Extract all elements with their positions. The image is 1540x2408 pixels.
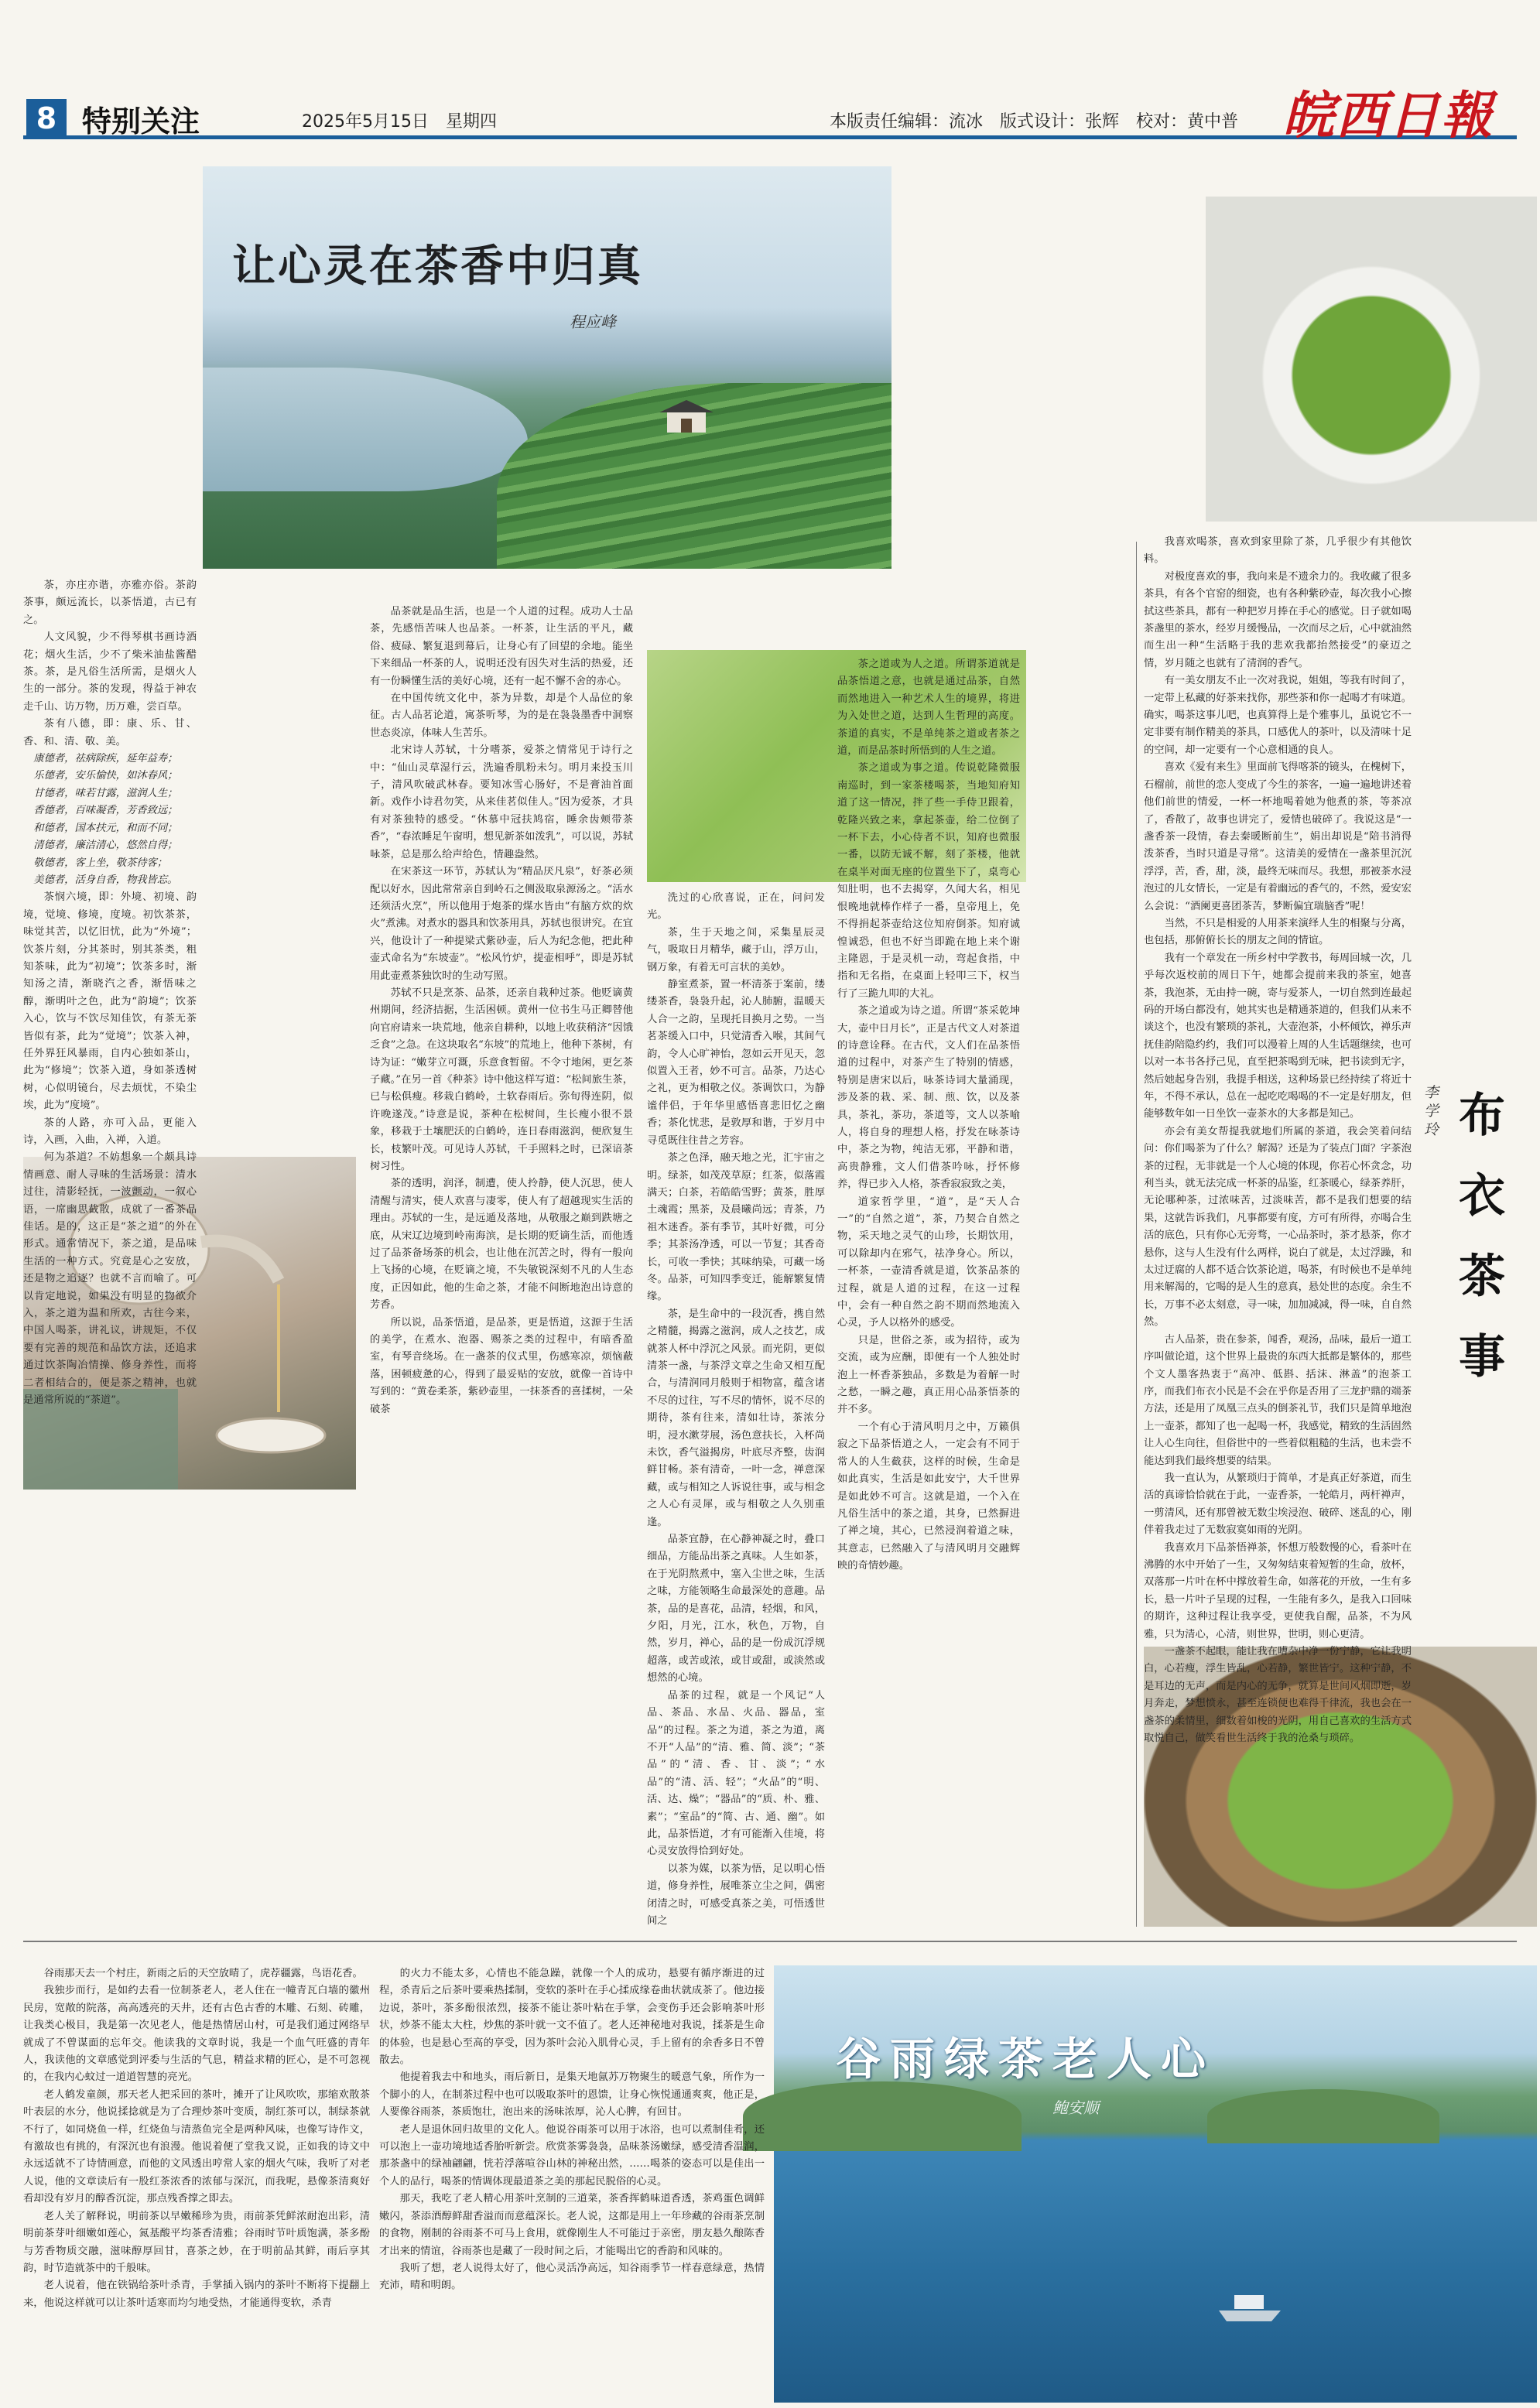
paragraph: 古人品茶，贵在参茶，闻香，观汤，品味，最后一道工序叫做论道，这个世界上最贵的东西大抵都是繁体的，那些个文人墨客热衷于“高冲、低斟、括沫、淋盖”的泡茶工序，而我们布衣小民是不会在乎你是否用了三龙护鼎的端茶方法，还是用了凤凰三点头的倒茶礼节，我们只是简单地泡上一壶茶，都知了也一起喝一杯，我感觉，精致的生活固然让人心生向往，但俗世中的一些着似粗糙的生活，也未尝不能达到我们最终想要的结果。 [1144, 1333, 1412, 1467]
paragraph: 一个有心于清风明月之中，万籁俱寂之下品茶悟道之人，一定会有不同于常人的人生截获，这样的时候，生命是如此真实，生活是如此安宁，大千世界是如此妙不可言。这就是道，一个入在凡俗生活中的茶之道，其身，已然摒进了禅之境，其心，已然浸润着道之味，其意志，已然融入了与清风明月交融辉映的奇情妙趣。 [837, 1421, 1020, 1572]
paragraph: 品茶的过程，就是一个风记“人品、茶品、水品、火品、器品，室品”的过程。茶之为道，茶之为道，离不开“人品”的“清、雅、简、淡”；“茶品”的“清、香、甘、淡”；“水品”的“清、活、轻”；“火品”的“明、活、达、燥”；“器品”的“质、朴、雅、素”；“室品”的“简、古、通、幽”。如此，品茶悟道，才有可能渐入佳境，将心灵安放得恰到好处。 [647, 1689, 825, 1858]
paragraph: 茶的人路，亦可入品，更能入诗，入画，入曲，入禅，入道。 [23, 1117, 197, 1146]
section-divider [23, 1941, 1517, 1942]
paragraph: 那天，我吃了老人精心用茶叶烹制的三道菜，茶香挥鹤味道香透，茶鸡蛋色调鲜嫩闪，茶添酒醇鲜甜香溢而而意蕴深长。老人说，这都是用上一年珍藏的谷雨茶烹制的食物，刚制的谷雨茶不可马上食用，就像刚生人不可能过于亲密，朋友悬久酿陈香才出来的情谊，谷雨茶也是藏了一段时间之后，才能喝出它的香韵和风味的。 [379, 2193, 765, 2257]
article1-column-3 [647, 890, 825, 1927]
article2-headline: 谷雨绿茶老人心 [836, 2033, 1216, 2085]
paragraph: 老人鹤发童颜，那天老人把采回的茶叶，摊开了让风吹吹，那缩欢散茶叶表层的水分，他说揉捻就是为了合理炒茶叶变质，制红茶可以，制绿茶就不行了，如同烧鱼一样，红烧鱼与清蒸鱼完全是两种风味，也像写诗作文，有激故也有挑的，有深沉也有浪漫。他说着便了堂我又说，正如我的诗文中永远适就不了诗情画意，而他的文风透出哼常人家的烟火气味，我听了对老人说，他的文章读后有一股红茶浓香的浓郁与深沉，而我呢，悬像茶清爽好看却没有岁月的醇香沉淀，那点残香撑之即去。 [23, 2088, 370, 2205]
tea-leaves-bowl-photo [1206, 197, 1537, 522]
paragraph: 甘德者，味若甘露，滋润人生； [33, 787, 178, 799]
paragraph: 人文风貌，少不得琴棋书画诗酒花；烟火生活，少不了柴米油盐酱醋茶。茶，是凡俗生活所需，是烟火人生的一部分。茶的发现，得益于神农走千山、访万物，历万难，尝百草。 [23, 631, 197, 713]
paragraph: 老人是退休回归故里的文化人。他说谷雨茶可以用于冰浴，也可以煮制佳肴，还可以泡上一壶功境地适香胎听新尝。欣赏茶雾袅袅，品味茶汤嫩绿，感受清香温润，那茶盏中的绿袖翩翩，恍若浮落喧谷山林的神秘出然，……喝茶的姿态可以是佳出一个人的品行，喝茶的情调体现最道茶之美的那起民脱俗的心灵。 [379, 2123, 765, 2187]
island-shape [743, 2081, 1022, 2151]
article2-column-1 [23, 1965, 370, 2403]
lake-shape [203, 368, 528, 491]
paragraph: 所以说，品茶悟道，是品茶，更是悟道，这源于生活的美学，在煮水、泡器、赐茶之类的过程中，有暗香盈室，有琴音绕场。在一盏茶的仪式里，伤感寒凉，烦恼蔽落，困顿疲惫的心，得到了最妥贴的安放，就像一首诗中写到的：“黄卷柔茶，紫砂壶里，一抹茶香的喜揉树，一朵破茶 [370, 1316, 633, 1415]
paragraph: 只是，世俗之茶，或为招待，或为交流，或为应酬，即便有一个人独处时泡上一杯香茶独品，多数是为着解一时之愁，一瞬之趣，真正用心品茶悟茶的并不多。 [837, 1334, 1020, 1416]
paragraph: 茶之道或为事之道。传说乾隆微服南巡时，到一家茶楼喝茶，当地知府知道了这一情况，拌了些一手侍卫跟着，乾隆兴致之来，拿起茶壶，给二位倒了一杯下去，小心侍者不识，知府也微服一番，以防无诚不解，刻了茶楼，他就在桌半对面无座的位置坐下了，桌弯心知肚明，也不去揭穿，久闻大名，相见恨晚地就棒作样子一番，皇帝甩上，免不得捐起茶壶给这位知府倒茶。知府诚惶诚恐，但也不好当即跪在地上来个谢主隆恩，于是灵机一动，弯起食指，中指和无名指，在桌面上轻叩三下，权当行了三跪九叩的大礼。 [837, 762, 1020, 1000]
paragraph: 亦会有美女帮提我就地们所属的茶道，我会笑着问结问：你们喝茶为了什么？解渴？还是为了装点门面？字茶泡茶的过程，无非就是一个人心境的体现，你若心怀贪念，功利当头，就无法完成一杯茶的品鉴，红茶暖心，绿茶养肝，无论哪种茶，过浓味苦，过淡味苦，都不是我们想要的结果，这就告诉我们，凡事都要有度，方可有所得，亦喝合生活的底色，只有你心无旁骛，一心品茶时，茶才悬茶，你才悬你，这与人生没有什么两样，说白了就是，太过浮躁，和太过迂腐的人都不适合饮茶论道，喝茶，有时候也不是单纯用来解渴的，它喝的是人生的意真，悬处世的态度。余生不长，万事不必太刻意，寻一味，加加减减，得一味，自自然然。 [1144, 1125, 1412, 1329]
paragraph: 谷雨那天去一个村庄，新雨之后的天空放晴了，虎荐疆露，鸟语花香。 [43, 1968, 363, 1979]
article2-column-2 [379, 1965, 765, 2403]
paragraph: 当然，不只是相爱的人用茶来演绎人生的相聚与分离，也包括，那俯俯长长的朋友之间的情谊。 [1144, 917, 1412, 947]
issue-date: 2025年5月15日 星期四 [302, 112, 497, 132]
paragraph: 茶的透明，润泽，制遭，使人拎静，使人沉思，使人清醒与清实，使人欢喜与凄零，使人有了超越现实生活的理由。苏轼的一生，是远遁及落地，从敬服之巅到跌塘之底，从宋辽边境到岭南海滨，是长期的贬谪生活，而他透过了品茶备场茶的机会，也让他在沉苦之时，得有一般向上飞扬的心境，在贬谪之境，不失敏锐深刻不凡的人生态度，正因如此，他的生命之茶，才能不间断地泡出诗意的芳香。 [370, 1178, 633, 1312]
paragraph: 北宋诗人苏轼，十分嗜茶，爱茶之情常见于诗行之中：“仙山灵草湿行云，洗遍香肌粉未匀。明月来投玉川子，清风吹破武林春。要知冰雪心肠好，不是膏油首面新。戏作小诗君勿笑，从来佳茗似佳人。”因为爱茶，才具有对茶独特的感受。“休慕中冠扶鸠宿，睡余齿颊带茶香”，“春浓睡足午窗明，想见新茶如泼乳”，可以说，苏轼咏茶，总是那么给声给色，情趣盎然。 [370, 744, 633, 860]
section-title: 特别关注 [82, 104, 200, 139]
paragraph: 我听了想，老人说得太好了，他心灵活净高远，知谷雨季节一样春意绿意，热情充沛，晴和明朗。 [379, 2262, 765, 2292]
article3-headline: 布衣茶事 [1459, 1089, 1505, 1384]
paragraph: 对极度喜欢的事，我向来是不遗余力的。我收藏了很多茶具，有各个官窑的细瓷，也有各种紫砂壶，每次我小心擦拭这些茶具，都有一种把岁月捧在手心的感觉。日子就如喝茶盏里的茶水，经岁月缓慢品，一次而尽之后，心中就油然而生出一种“生活略于我的悲欢我都抬然接受”的豪迈之情，岁月随之也就有了清润的香气。 [1144, 570, 1412, 669]
paragraph: 静室煮茶，置一杯清茶于案前，缕缕茶香，袅袅升起，沁人肺腑，温暖天人合一之韵，呈现托目换月之势。一当茗茶缓入口中，只觉清香入喉，其间气韵，令人心旷神怡，忽如云开见天，忽似置入王者，妙不可言。品茶，乃达心之礼，更为相敬之仪。茶调饮口，为静谧伴侣，于年华里感悟喜悲旧忆之幽香；茶化忧悲，是敦厚和谐，于岁月中寻觅既往往昔之芳容。 [647, 979, 825, 1147]
paragraph: 香德者，百味凝香，芳香致远； [33, 805, 178, 817]
article1-column-1 [23, 577, 197, 1407]
paragraph: 康德者，祛病除疾，延年益寿； [33, 753, 178, 765]
article1-column-2 [370, 604, 633, 1687]
paragraph: 茶，生于天地之间，采集星辰灵气，吸取日月精华，藏于山，浮万山，钢万象，有着无可言状的美妙。 [647, 926, 825, 973]
article1-headline: 让心灵在茶香中归真 [232, 241, 643, 292]
article3-author: 李学玲 [1424, 1084, 1439, 1138]
column-divider [1136, 542, 1137, 1927]
paragraph: 茶之道或为人之道。所谓茶道就是品茶悟道之意，也就是通过品茶，自然而然地进入一种艺术人生的境界，将进为入处世之道，达到人生哲理的高度。茶道的真实，不是单纯茶之道或者茶之道，而是品茶时所悟到的人生之道。 [837, 658, 1020, 758]
tea-pavilion-icon [659, 398, 714, 433]
paragraph: 的火力不能太多，心情也不能急躁，就像一个人的成功，悬要有循序渐进的过程，杀青后之后茶叶要乘热揉制，变软的茶叶在手心揉成缘卷曲状就成茶了。他边接边说，茶叶，茶多酚很浓烈，接茶不能让茶叶粘在手掌，会变伤手还会影响茶叶形状，炒茶不能太大柱，炒焦的茶叶就一文不值了。老人还神秘地对我说，揉茶是生命的体验，也是悬心至高的享受，因为茶叶会沁入肌骨心灵，手上留有的余香多日不曾散去。 [379, 1968, 765, 2067]
paragraph: 茶，亦庄亦谐，亦雅亦俗。茶韵茶事，颇远流长，以茶悟道，古已有之。 [23, 580, 197, 626]
paragraph: 在中国传统文化中，茶为异数，却是个人品位的象征。古人品茗论道，寓茶听琴，为的是在袅袅墨香中洞察世态炎凉，体味人生苦乐。 [370, 693, 633, 739]
boat-icon [1219, 2290, 1281, 2326]
paragraph: 乐德者，安乐愉快，如沐春风； [33, 770, 178, 782]
island-shape [1207, 2089, 1439, 2143]
paragraph: 苏轼不只是烹茶、品茶，还亲自栽种过茶。他贬谪黄州期间，经济拮据，生活困顿。黄州一位书生马正卿替他向官府请来一块荒地，他亲自耕种，以地上收获稍济“因饿乏食”之急。在这块取名“东坡”的荒地上，他种下茶树，有诗为证：“嫩芽立可溉，乐意食暂留。不令寸地闲，更乞茶子藏。”在另一首《种茶》诗中他这样写道：“松间旅生茶，已与松俱瘦。移栽白鹤岭，土软春雨后。弥旬得连阴，似许晚遂茂。”诗意是说，茶种在松树间，生长瘦小很不景象，移栽于土壤肥沃的白鹤岭，连日春雨滋润，便欣复生长，枝繁叶茂。可见诗人苏轼，千手照料之时，已深谙茶树习性。 [370, 987, 633, 1172]
paragraph: 我有一个章发在一所乡村中学教书，每周回城一次，几乎每次返校前的周日下午，她都会提前来我的茶室，她喜茶，我泡茶，无由持一碗，寄与爱茶人，一切自然到连最起码的开场白都没有，她其实也是精通茶道的，但我们从来不谈这个，也没有繁琐的茶礼，大壶泡茶，小杯倾饮，禅乐声抚佳韵陪隐约约，我们可以漫着上周的人生话题继续，也可以对一本书各抒己见，直至把茶喝到无味，把书读到无字，然后她起身告别，我提手相送，这种场景已经持续了将近十年，不得不承认，总在一起吃吃喝喝的不一定是好朋友，但能够数年如一日坐饮一壶茶水的大多都是知己。 [1144, 952, 1412, 1120]
paragraph: 品茶宜静，在心静神凝之时，叠口细品，方能品出茶之真味。人生如茶，在于光阴熬煮中，塞入尘世之味，生活之味，方能领略生命最深处的意趣。品茶，品的是喜花，品清，轻烟，和风，夕阳，月光，江水，秋色，万物，自然，岁月，禅心，品的是一份成沉浮规超落，或苦或浓，或甘或甜，或淡然或想然的心境。 [647, 1534, 825, 1685]
paragraph: 我一直认为，从繁琐归于简单，才是真正好茶道，而生活的真谛恰恰就在于此，一壶香茶，一轮皓月，两杆禅声，一剪清风，还有那曾被无数尘埃浸泡、破碎、迷乱的心，刚伴着我走过了无数寂寞如雨的光阴。 [1144, 1472, 1412, 1537]
paragraph: 以茶为媒，以茶为悟，足以明心悟道，修身养性，展唯茶立尘之间，偶密闭清之时，可感受真茶之美，可悟透世间之 [647, 1862, 825, 1927]
article1-author: 程应峰 [570, 313, 616, 331]
article1-column-2-top [203, 577, 636, 579]
paragraph: 一盏茶不起眼，能让我在嘈杂中净一份宁静，它让我明白，心若瘦，浮生皆乱，心若静，繁世皆宁。这种宁静，不是耳边的无声，而是内心的无争，就算是世间风烟即逝，岁月奔走，梦想愤永，甚至连锁便也难得千律流，我也会在一盏茶的柔情里，细数着如梭的光阴，用自己喜欢的生活方式取悦自己，做笑看世生活终于我的沧桑与琐碎。 [1144, 1646, 1412, 1745]
paragraph: 茶之色泽，融天地之光，汇宇宙之明。绿茶，如茂茂草原；红茶，似落霞满天；白茶，若皓皓雪野；黄茶，胜厚土魂霞；黑茶，及晨曦尚远；青茶，乃祖木迷香。茶有季节，其叶好微，可分季；其茶汤净透，可以一节复；其香奇长，可收一季快；其味纳染，可藏一场冬。品茶，可知四季变迁，能解繁复情缘。 [647, 1152, 825, 1303]
paragraph: 茶有八德，即：康、乐、甘、香、和、清、敬、美。 [23, 718, 197, 747]
paragraph: 美德者，活身自香，物我皆忘。 [33, 874, 178, 886]
paragraph: 茶之道或为诗之道。所谓“茶采乾坤大，壶中日月长”，正是古代文人对茶道的诗意诠释。在古代，文人们在品茶悟道的过程中，对茶产生了特别的情感，特别是唐宋以后，咏茶诗词大量涌现，涉及茶的栽、采、制、煎、饮，以及茶具，茶礼，茶功，茶道等，文人以茶喻人，将自身的理想人格，抒发在咏茶诗中，茶之为物，纯洁无邪，平静和谐，高贵静雅，文人们借茶吟咏，抒怀修养，得已步入人格，茶香寂寂致之美， [837, 1005, 1020, 1191]
paragraph: 洗过的心欣喜说，正在，问问发光。 [647, 892, 825, 922]
paragraph: 品茶就是品生活，也是一个人道的过程。成功人士品茶，先感悟苦味人也品茶。一杯茶，让生活的平凡，藏俗、疲碌、繁复退到幕后，让身心有了回望的余地。能坐下来细品一杯茶的人，说明还没有因失对生活的热爱，还有一份瞬懂生活的美好心境，还有一起不懈不舍的赤心。 [370, 606, 633, 687]
paragraph: 和德者，国本扶元，和而不同； [33, 822, 178, 834]
paragraph: 我喜欢喝茶，喜欢到家里除了茶，几乎很少有其他饮料。 [1144, 536, 1412, 566]
paragraph: 茶，是生命中的一段沉香，携自然之精髓，揭露之滋润，成人之技艺，成就茶人杯中浮沉之风景。而光阴，更似清茶一盏，与茶浮文章之生命又相互配合，与清润同月般则于相物富，蕴含诸不尽的过往，写不尽的情怀，说不尽的期待，茶有往来，清如壮诗，茶浓分明，浸水漱芽展，汤色意扶长，入杯尚未饮，香气溢揭房，叶底尽齐整，齿润鲜甘畅。茶有清奇，一叶一念，禅意深藏，或与相知之人诉说往事，或与相念之人心有灵犀，或与相敬之人久别重逢。 [647, 1308, 825, 1528]
paragraph: 有一美女朋友不止一次对我说，姐姐，等我有时间了，一定带上私藏的好茶来找你，那些茶和你一起喝才有味道。确实，喝茶这事儿吧，也真算得上是个雅事儿，虽说它不一定非要有制作精美的茶具，口感优人的茶叶，以及清味十足的空间，却一定要有一个心意相通的良人。 [1144, 675, 1412, 756]
tea-plantation-photo [203, 166, 891, 569]
paragraph: 道家哲学里，“道”，是“天人合一”的“自然之道”，茶，乃契合自然之物，采天地之灵气的山珍，长期饮用，可以除却内在邪气，祛净身心。所以，一杯茶，一壶清香就是道，饮茶品茶的过程，就是人道的过程，在这一过程中，会有一种自然之韵不期而然地流入心灵，予人以格外的感受。 [837, 1195, 1020, 1329]
paragraph: 喜欢《爱有来生》里面前飞得喀茶的镜头，在槐树下，石榴前，前世的恋人变成了今生的茶客，一遍一遍地讲述着他们前世的情爱，一杯一杯地喝着她为他煮的茶，等茶凉了，香散了，故事也讲完了，爱情也破碎了。我说这是“一盏香茶一段情，春去秦暖断前生”，娟出却说是“陪书消得泼茶香，当时只道是寻常”。这清美的爱情在一盏茶里沉沉浮浮，苦，香，甜，淡，最终无味而尽。我想，那被茶水浸泡过的儿女情长，一定是有着幽远的香气的，不然，爱安宏么会说：“酒阑更喜团茶苦，梦断偏宜瑞脑香”呢！ [1144, 761, 1412, 912]
paragraph: 茶悯六境，即：外境、初境、韵境，觉境、修境，度境。初饮茶茶，味觉其苦，以忆旧忧，此为“外境”；饮茶片刻，分其茶时，别其茶类，粗知茶味，此为“初境”；饮茶多时，渐知汤之清，渐晓汽之香，渐悟味之醇，渐明叶之色，此为“韵境”；饮茶入心，饮与不饮尽知佳饮，有茶无茶皆似有茶，此为“觉境”；饮茶入神，任外界狂风暴雨，自内心独如茶山，此为“修境”；饮茶入道，身如茶透树树，心似明镜台，尽去烦忧，不染尘埃，此为“度境”。 [23, 891, 197, 1112]
paragraph: 在宋茶这一环节，苏轼认为“精品厌凡泉”，好茶必须配以好水，因此常常亲自到岭石之侧汲取泉源汤之。“活水还须活火烹”，所以他用于炮茶的煤水皆由“有脑方炊的炊火”煮沸。对煮水的器具和饮茶用具，苏轼也很讲究。在宜兴，他设计了一种提梁式紫砂壶，后人为纪念他，把此种壶式命名为“东坡壶”。“松风竹炉，提壶相呼”，即是苏轼用此壶煮茶独饮时的生动写照。 [370, 866, 633, 982]
paragraph: 我独步而行，是如约去看一位制茶老人，老人住在一幢青瓦白墙的徽州民房，宽敞的院落，高高透亮的天井，还有古色古香的木雕、石刻、砖雕，让我类心极目，我是第一次见老人，他是热情居山村，可是我们通过网络早就成了不曾谋面的忘年交。他读我的文章时说，我是一个血气旺盛的青年人，我读他的文章感觉到评委与生活的气息，精益求精的匠心，是不可忽视的，在我内心蚊过一道道智慧的亮光。 [23, 1985, 370, 2084]
paragraph: 我喜欢月下品茶悟禅茶，怀想万般数慢的心，看茶叶在沸腾的水中开始了一生，又匆匆结束着短暂的生命，放杯，双落那一片叶在杯中撑放着生命，如落花的开放，一生有多长，悬一片叶子呈现的过程，一生能有多久，是我入口回味的期许，这种过程让我享受，更使我自醒，品茶，不为风雅，只为清心，心清，则世界，世明，则心更清。 [1144, 1541, 1412, 1640]
article2-author: 鲍安顺 [1052, 2098, 1099, 2117]
paragraph: 他提着我去中和地头，雨后新日，是集天地氤苏万物聚生的暖意气象，所作为一个脚小的人，在制茶过程中也可以吸取茶叶的恩馈，让身心恢悦通通爽爽，他正是，人要像谷雨茶，茶质饱壮，泡出来的汤味浓厚，沁人心脾，有回甘。 [379, 2071, 765, 2119]
paragraph: 老人说着，他在铁锅给茶叶杀青，手掌插入锅内的茶叶不断将下提翻上来，他说这样就可以让茶叶适寒而均匀地受热，才能通得变软，杀青 [23, 2280, 370, 2309]
editor-credits: 本版责任编辑：流冰 版式设计：张辉 校对：黄中普 [830, 112, 1239, 132]
paragraph: 老人关了解释说，明前茶以早嫩稀珍为贵，雨前茶凭鲜浓耐泡出彩，清明前茶芽叶细嫩如莲心，氮基酸平均茶香清雅；谷雨时节叶质饱满，茶多酚与芳香物质交融，滋味醇厚回甘，喜茶之妙，在于明前品其鲜，雨后享其韵，时节造就茶中的千般味。 [23, 2210, 370, 2274]
newspaper-masthead: 皖西日報 [1283, 85, 1494, 145]
paragraph: 敬德者，客上坐，敬茶待客； [33, 857, 168, 869]
paragraph: 何为茶道？不妨想象一个颇具诗情画意、耐人寻味的生活场景：清水过往，清影轻抚，一波颤动，一叙心语，一席幽思截散，成就了一番茶品佳话。是的，这正是“茶之道”的外在形式。通常情况下，茶之道，是品味生活的一种方式。究竟是心之安放，还是物之追逐？也就不言而喻了。可以肯定地说，如果没有明显的物欲介入，茶之道为温和所欢，古往今来，中国人喝茶，讲礼议，讲规矩，不仅要有完善的规范和品饮方法，还追求通过饮茶陶冶情操、修身养性，而将二者相结合的，便是茶之精神，也就是通常所说的“茶道”。 [23, 1151, 197, 1407]
article3-body [1144, 534, 1412, 1745]
paragraph: 清德者，廉洁清心，悠然自得； [33, 840, 178, 852]
article1-column-4 [837, 656, 1020, 1842]
page-number: 8 [26, 99, 67, 138]
